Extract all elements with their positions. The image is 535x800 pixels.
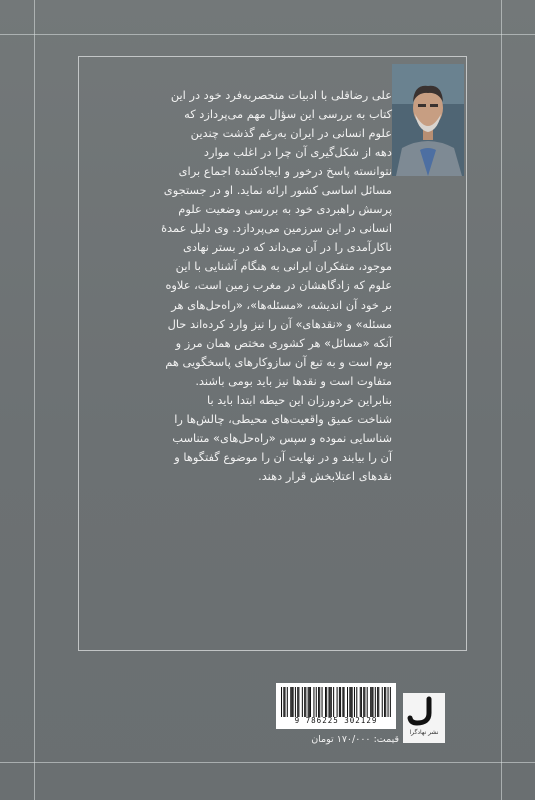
book-description bbox=[92, 86, 392, 486]
barcode-bar bbox=[313, 687, 314, 717]
description-line: بنابراین خردورزان این حیطه ابتدا باید با bbox=[207, 392, 392, 407]
barcode-bar bbox=[384, 687, 385, 717]
barcode-bar bbox=[344, 687, 345, 717]
description-line: پرسش راهبردی خود به بررسی وضعیت علوم bbox=[178, 202, 392, 217]
barcode-bar bbox=[284, 687, 285, 717]
barcode-bar bbox=[316, 687, 317, 717]
grid-line bbox=[501, 0, 502, 800]
barcode-bar bbox=[347, 687, 348, 717]
barcode-bar bbox=[372, 687, 373, 717]
barcode-bar bbox=[281, 687, 282, 717]
description-line: مسئله» و «نقدهای» آن را نیز وارد کرده‌اند حال bbox=[167, 316, 392, 331]
description-line: دهه از شکل‌گیری آن چرا در اغلب موارد bbox=[203, 145, 392, 160]
description-line: مسائل اساسی کشور ارائه نماید. او در جستجوی bbox=[163, 183, 392, 198]
barcode-bar bbox=[378, 687, 379, 717]
description-line: علوم که زادگاهشان در مغرب زمین است، علاوه bbox=[165, 278, 392, 293]
description-line: انسانی در این سرزمین می‌پردازد. وی دلیل عمدهٔ bbox=[161, 221, 392, 236]
author-portrait-photo-icon bbox=[392, 64, 464, 176]
barcode-bar bbox=[337, 687, 338, 717]
barcode-bar bbox=[331, 687, 332, 717]
description-line: بوم است و به تبع آن سازوکارهای پاسخگویی هم bbox=[165, 354, 392, 369]
barcode-bar bbox=[371, 687, 372, 717]
barcode-bar bbox=[356, 687, 357, 717]
grid-line bbox=[0, 34, 535, 35]
barcode-bar bbox=[330, 687, 331, 717]
barcode-bar bbox=[308, 687, 309, 717]
author-portrait bbox=[392, 64, 464, 176]
barcode-bar bbox=[297, 687, 298, 717]
description-line: علی رضاقلی با ادبیات منحصربه‌فرد خود در این bbox=[170, 88, 392, 102]
description-line: شناخت عمیق واقعیت‌های محیطی، چالش‌ها را bbox=[174, 411, 392, 426]
barcode-bar bbox=[310, 687, 311, 717]
description-line: موجود، متفکران ایرانی به هنگام آشنایی با این bbox=[175, 259, 392, 274]
barcode-bar bbox=[295, 687, 296, 717]
description-line: نتوانسته پاسخ درخور و ایجادکنندهٔ اجماع برای bbox=[178, 164, 392, 179]
barcode-bar bbox=[304, 687, 305, 717]
barcode-bar bbox=[322, 687, 323, 717]
barcode-bar bbox=[333, 687, 334, 717]
barcode-bar bbox=[293, 687, 294, 717]
barcode-bar bbox=[340, 687, 341, 717]
grid-line bbox=[34, 0, 35, 800]
barcode-bar bbox=[298, 687, 299, 717]
description-line: شناسایی نموده و سپس «راه‌حل‌های» متناسب bbox=[172, 430, 392, 445]
barcode-bar bbox=[302, 687, 303, 717]
barcode-bar bbox=[291, 687, 292, 717]
barcode-bar bbox=[287, 687, 288, 717]
barcode-bar bbox=[318, 687, 319, 717]
price-label: قیمت: ۱۷۰/۰۰۰ تومان bbox=[311, 734, 399, 745]
barcode-bar bbox=[377, 687, 378, 717]
barcode-bar bbox=[319, 687, 320, 717]
barcode-bar bbox=[382, 687, 383, 717]
barcode-bar bbox=[352, 687, 353, 717]
barcode-bar bbox=[342, 687, 343, 717]
barcode-bar bbox=[328, 687, 329, 717]
grid-line bbox=[0, 762, 535, 763]
barcode-bar bbox=[364, 687, 365, 717]
description-line: آنکه «مسائل» هر کشوری مختص همان مرز و bbox=[175, 335, 392, 350]
barcode-bar bbox=[283, 687, 284, 717]
description-line: نقدهای اعتلابخش قرار دهند. bbox=[258, 468, 392, 483]
barcode-bar bbox=[326, 687, 327, 717]
description-line: متفاوت است و نقدها نیز باید بومی باشند. bbox=[195, 373, 392, 388]
barcode-bar bbox=[290, 687, 291, 717]
barcode-bar bbox=[349, 687, 350, 717]
barcode-bar bbox=[360, 687, 361, 717]
barcode-bar bbox=[385, 687, 386, 717]
description-line: کتاب به بررسی این سؤال مهم می‌پردازد که bbox=[184, 107, 392, 122]
description-line: علوم انسانی در ایران به‌رغم گذشت چندین bbox=[190, 126, 392, 141]
publisher-logo bbox=[403, 693, 445, 743]
publisher-logo-icon bbox=[403, 693, 445, 729]
barcode-bar bbox=[390, 687, 391, 717]
description-line: بر خود آن اندیشه، «مسئله‌ها»، «راه‌حل‌های هر bbox=[171, 297, 392, 312]
barcode-bar bbox=[375, 687, 376, 717]
barcode-block bbox=[276, 683, 396, 729]
publisher-name: نشر نهادگرا bbox=[409, 729, 439, 736]
barcode-bar bbox=[361, 687, 362, 717]
barcode-bar bbox=[339, 687, 340, 717]
barcode-bar bbox=[354, 687, 355, 717]
barcode-bar bbox=[370, 687, 371, 717]
isbn-number: 9 786225 302129 bbox=[294, 716, 378, 725]
barcode-bar bbox=[350, 687, 351, 717]
description-line: آن را بیابند و در نهایت آن را موضوع گفتگوها و bbox=[174, 449, 392, 464]
barcode-bar bbox=[309, 687, 310, 717]
barcode-bar bbox=[305, 687, 306, 717]
description-line: ناکارآمدی را در آن می‌داند که در بستر نهادی bbox=[183, 240, 392, 255]
barcode-bar bbox=[363, 687, 364, 717]
barcode-bar bbox=[367, 687, 368, 717]
barcode-bar bbox=[325, 687, 326, 717]
barcode-bar bbox=[388, 687, 389, 717]
barcode-icon bbox=[281, 687, 391, 717]
